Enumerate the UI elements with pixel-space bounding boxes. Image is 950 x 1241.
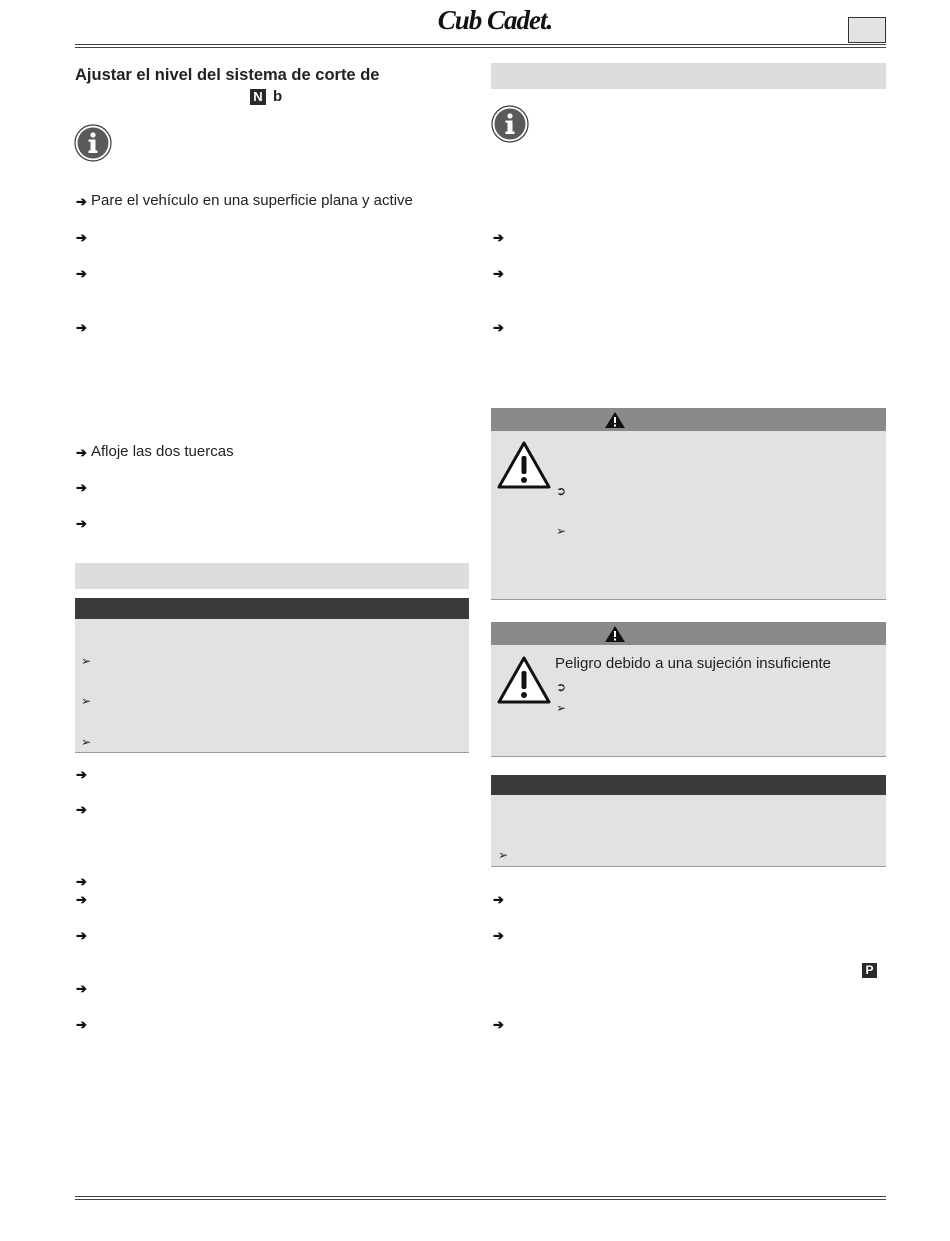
arrow-icon: ➔ xyxy=(76,266,87,281)
warning-title: Peligro debido a una sujeción insuficiente xyxy=(555,655,832,672)
arrow-icon: ➔ xyxy=(493,892,504,907)
pointer-icon: ➢ xyxy=(556,701,567,715)
pointer-icon: ➢ xyxy=(498,848,509,862)
warning-triangle-icon xyxy=(497,441,551,489)
subheading-bar xyxy=(491,63,886,89)
figure-badge-b: b xyxy=(273,88,283,105)
arrow-icon: ➔ xyxy=(76,892,87,907)
hook-arrow-icon: ➲ xyxy=(556,680,567,694)
step-text: Afloje las dos tuercas xyxy=(91,443,234,460)
warning-small-icon xyxy=(604,625,626,643)
warning-header-bar xyxy=(491,622,886,645)
subheading-bar xyxy=(75,563,469,589)
notice-panel xyxy=(75,619,469,753)
pointer-icon: ➢ xyxy=(81,654,92,668)
arrow-icon: ➔ xyxy=(76,320,87,335)
arrow-icon: ➔ xyxy=(76,445,87,460)
brand-logo: Cub Cadet. xyxy=(437,5,553,35)
arrow-icon: ➔ xyxy=(493,266,504,281)
arrow-icon: ➔ xyxy=(76,874,87,889)
pointer-icon: ➢ xyxy=(81,694,92,708)
hook-arrow-icon: ➲ xyxy=(556,484,567,498)
figure-badge-p: P xyxy=(862,963,877,978)
arrow-icon: ➔ xyxy=(76,1017,87,1032)
page-number-box xyxy=(848,17,886,43)
arrow-icon: ➔ xyxy=(76,230,87,245)
warning-header-bar xyxy=(491,408,886,431)
notice-header-bar xyxy=(491,775,886,795)
arrow-icon: ➔ xyxy=(493,320,504,335)
arrow-icon: ➔ xyxy=(493,1017,504,1032)
footer-rule xyxy=(75,1196,886,1200)
notice-header-bar xyxy=(75,598,469,619)
arrow-icon: ➔ xyxy=(76,981,87,996)
arrow-icon: ➔ xyxy=(76,767,87,782)
header-rule xyxy=(75,44,886,48)
pointer-icon: ➢ xyxy=(556,524,567,538)
arrow-icon: ➔ xyxy=(76,928,87,943)
info-icon xyxy=(491,105,529,143)
arrow-icon: ➔ xyxy=(76,194,87,209)
arrow-icon: ➔ xyxy=(76,480,87,495)
step-text: Pare el vehículo en una superficie plana y active xyxy=(91,192,413,209)
arrow-icon: ➔ xyxy=(493,230,504,245)
arrow-icon: ➔ xyxy=(76,516,87,531)
section-heading: Ajustar el nivel del sistema de corte de xyxy=(75,66,380,84)
figure-badge-n: N xyxy=(250,89,266,105)
arrow-icon: ➔ xyxy=(76,802,87,817)
notice-panel xyxy=(491,795,886,867)
warning-triangle-icon xyxy=(497,656,551,704)
info-icon xyxy=(74,124,112,162)
arrow-icon: ➔ xyxy=(493,928,504,943)
pointer-icon: ➢ xyxy=(81,735,92,749)
warning-small-icon xyxy=(604,411,626,429)
